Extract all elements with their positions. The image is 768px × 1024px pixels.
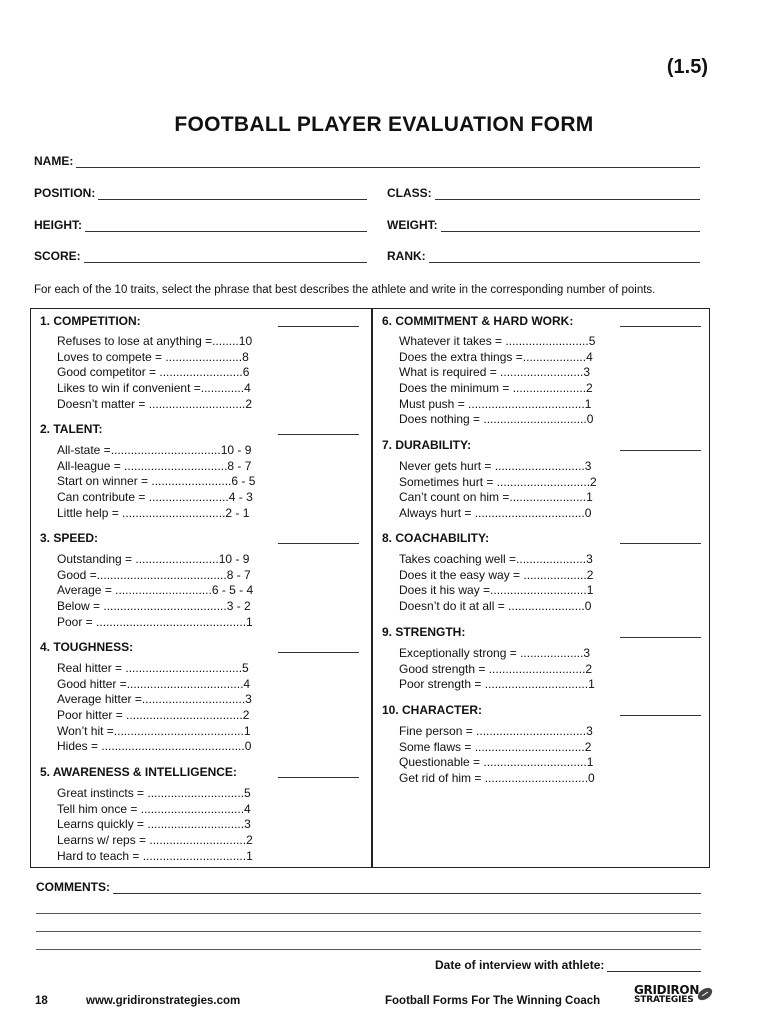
option: Outstanding = .........................10 - 9 (57, 552, 250, 566)
score-line[interactable] (84, 251, 367, 263)
position-label: POSITION: (34, 186, 96, 200)
option: Get rid of him = ...............................0 (399, 771, 595, 785)
option: Little help = ...............................2 - 1 (57, 506, 250, 520)
points-blank[interactable] (278, 543, 359, 544)
option: Poor = .............................................1 (57, 615, 253, 629)
points-blank[interactable] (620, 326, 701, 327)
points-blank[interactable] (620, 543, 701, 544)
trait-durability (373, 438, 703, 520)
class-field[interactable] (387, 186, 700, 200)
option: Questionable = ...............................1 (399, 755, 594, 769)
trait-title: 9. STRENGTH: (382, 625, 466, 639)
option: Learns w/ reps = .............................2 (57, 833, 253, 847)
rank-label: RANK: (387, 249, 426, 263)
trait-title: 1. COMPETITION: (40, 314, 141, 328)
option: Does the extra things =...................4 (399, 350, 593, 364)
option: Never gets hurt = ...........................3 (399, 459, 592, 473)
option: Whatever it takes = .........................5 (399, 334, 596, 348)
page-title: FOOTBALL PLAYER EVALUATION FORM (174, 113, 594, 136)
option: Always hurt = .................................0 (399, 506, 592, 520)
points-blank[interactable] (620, 637, 701, 638)
option: Tell him once = ...............................4 (57, 802, 251, 816)
comments-line[interactable] (36, 913, 701, 914)
trait-awareness-intelligence (31, 765, 361, 863)
option: Won’t hit =.......................................1 (57, 724, 251, 738)
option: Real hitter = ...................................5 (57, 661, 249, 675)
option: Average hitter =...............................3 (57, 692, 252, 706)
interview-date-line[interactable] (607, 960, 701, 972)
instructions: For each of the 10 traits, select the phrase that best describes the athlete and write in the corresponding number of points. (34, 284, 656, 296)
comments-line[interactable] (36, 931, 701, 932)
weight-field[interactable] (387, 218, 700, 232)
trait-speed (31, 531, 361, 629)
points-blank[interactable] (278, 434, 359, 435)
option: Good hitter =...................................4 (57, 677, 251, 691)
option: Learns quickly = .............................3 (57, 817, 251, 831)
traits-table (30, 308, 710, 868)
comments-line[interactable] (113, 882, 701, 894)
option: Below = .....................................3 - 2 (57, 599, 251, 613)
trait-title: 4. TOUGHNESS: (40, 640, 134, 654)
trait-title: 10. CHARACTER: (382, 703, 483, 717)
option: Sometimes hurt = ............................2 (399, 475, 597, 489)
option: Some flaws = .................................2 (399, 740, 592, 754)
trait-title: 5. AWARENESS & INTELLIGENCE: (40, 765, 237, 779)
score-field[interactable] (34, 249, 367, 263)
option: Hard to teach = ...............................1 (57, 849, 253, 863)
option: Must push = ...................................1 (399, 397, 592, 411)
weight-line[interactable] (441, 220, 700, 232)
trait-title: 8. COACHABILITY: (382, 531, 490, 545)
position-field[interactable] (34, 186, 367, 200)
trait-commitment-hard-work (373, 314, 703, 426)
comments-field[interactable] (36, 880, 701, 894)
points-blank[interactable] (278, 652, 359, 653)
column-divider (371, 309, 373, 867)
rank-field[interactable] (387, 249, 700, 263)
trait-character (373, 703, 703, 785)
position-line[interactable] (98, 188, 367, 200)
website-link[interactable]: www.gridironstrategies.com (86, 995, 241, 1007)
option: Doesn’t do it at all = .......................0 (399, 599, 592, 613)
interview-date-label: Date of interview with athlete: (435, 958, 605, 972)
gridiron-strategies-logo (634, 983, 714, 1007)
option: All-state =.................................10 - 9 (57, 443, 252, 457)
option: Poor strength = ...............................1 (399, 677, 595, 691)
option: Fine person = .................................3 (399, 724, 593, 738)
book-title: Football Forms For The Winning Coach (385, 995, 601, 1007)
option: Doesn’t matter = .............................2 (57, 397, 253, 411)
trait-competition (31, 314, 361, 411)
points-blank[interactable] (620, 715, 701, 716)
option: Hides = ...........................................0 (57, 739, 252, 753)
trait-title: 2. TALENT: (40, 422, 103, 436)
name-field[interactable] (34, 154, 700, 168)
option: Does the minimum = ......................2 (399, 381, 593, 395)
comments-line[interactable] (36, 949, 701, 950)
option: Does it his way =.............................1 (399, 583, 594, 597)
trait-talent (31, 422, 361, 520)
points-blank[interactable] (620, 450, 701, 451)
option: Can’t count on him =.......................1 (399, 490, 593, 504)
trait-coachability (373, 531, 703, 613)
option: Good competitor = .........................6 (57, 365, 250, 379)
interview-date-field[interactable] (435, 958, 701, 972)
option: Poor hitter = ...................................2 (57, 708, 250, 722)
option: Likes to win if convenient =.............4 (57, 381, 251, 395)
trait-strength (373, 625, 703, 691)
page-number: 18 (35, 995, 48, 1007)
trait-title: 7. DURABILITY: (382, 438, 472, 452)
score-label: SCORE: (34, 249, 81, 263)
form-number: (1.5) (666, 56, 708, 78)
option: Loves to compete = .......................8 (57, 350, 249, 364)
option: Can contribute = ........................4 - 3 (57, 490, 253, 504)
comments-label: COMMENTS: (36, 880, 110, 894)
name-line[interactable] (76, 156, 700, 168)
logo-line2: STRATEGIES (634, 995, 694, 1005)
trait-title: 6. COMMITMENT & HARD WORK: (382, 314, 574, 328)
option: Takes coaching well =.....................3 (399, 552, 593, 566)
option: Great instincts = .............................5 (57, 786, 251, 800)
logo-line1: GRIDIRON (634, 983, 700, 997)
option: Does nothing = ...............................0 (399, 412, 594, 426)
weight-label: WEIGHT: (387, 218, 438, 232)
option: Good strength = .............................2 (399, 662, 593, 676)
option: What is required = .........................3 (399, 365, 591, 379)
trait-toughness (31, 640, 361, 753)
points-blank[interactable] (278, 326, 359, 327)
trait-title: 3. SPEED: (40, 531, 99, 545)
option: Average = .............................6 - 5 - 4 (57, 583, 254, 597)
class-label: CLASS: (387, 186, 432, 200)
name-label: NAME: (34, 154, 74, 168)
height-line[interactable] (85, 220, 367, 232)
option: Exceptionally strong = ...................3 (399, 646, 591, 660)
football-icon (696, 985, 714, 1003)
option: Does it the easy way = ...................2 (399, 568, 594, 582)
option: Refuses to lose at anything =........10 (57, 334, 253, 348)
class-line[interactable] (435, 188, 700, 200)
height-label: HEIGHT: (34, 218, 82, 232)
option: Good =.......................................8 - 7 (57, 568, 251, 582)
rank-line[interactable] (429, 251, 700, 263)
option: Start on winner = ........................6 - 5 (57, 474, 256, 488)
points-blank[interactable] (278, 777, 359, 778)
option: All-league = ...............................8 - 7 (57, 459, 252, 473)
height-field[interactable] (34, 218, 367, 232)
